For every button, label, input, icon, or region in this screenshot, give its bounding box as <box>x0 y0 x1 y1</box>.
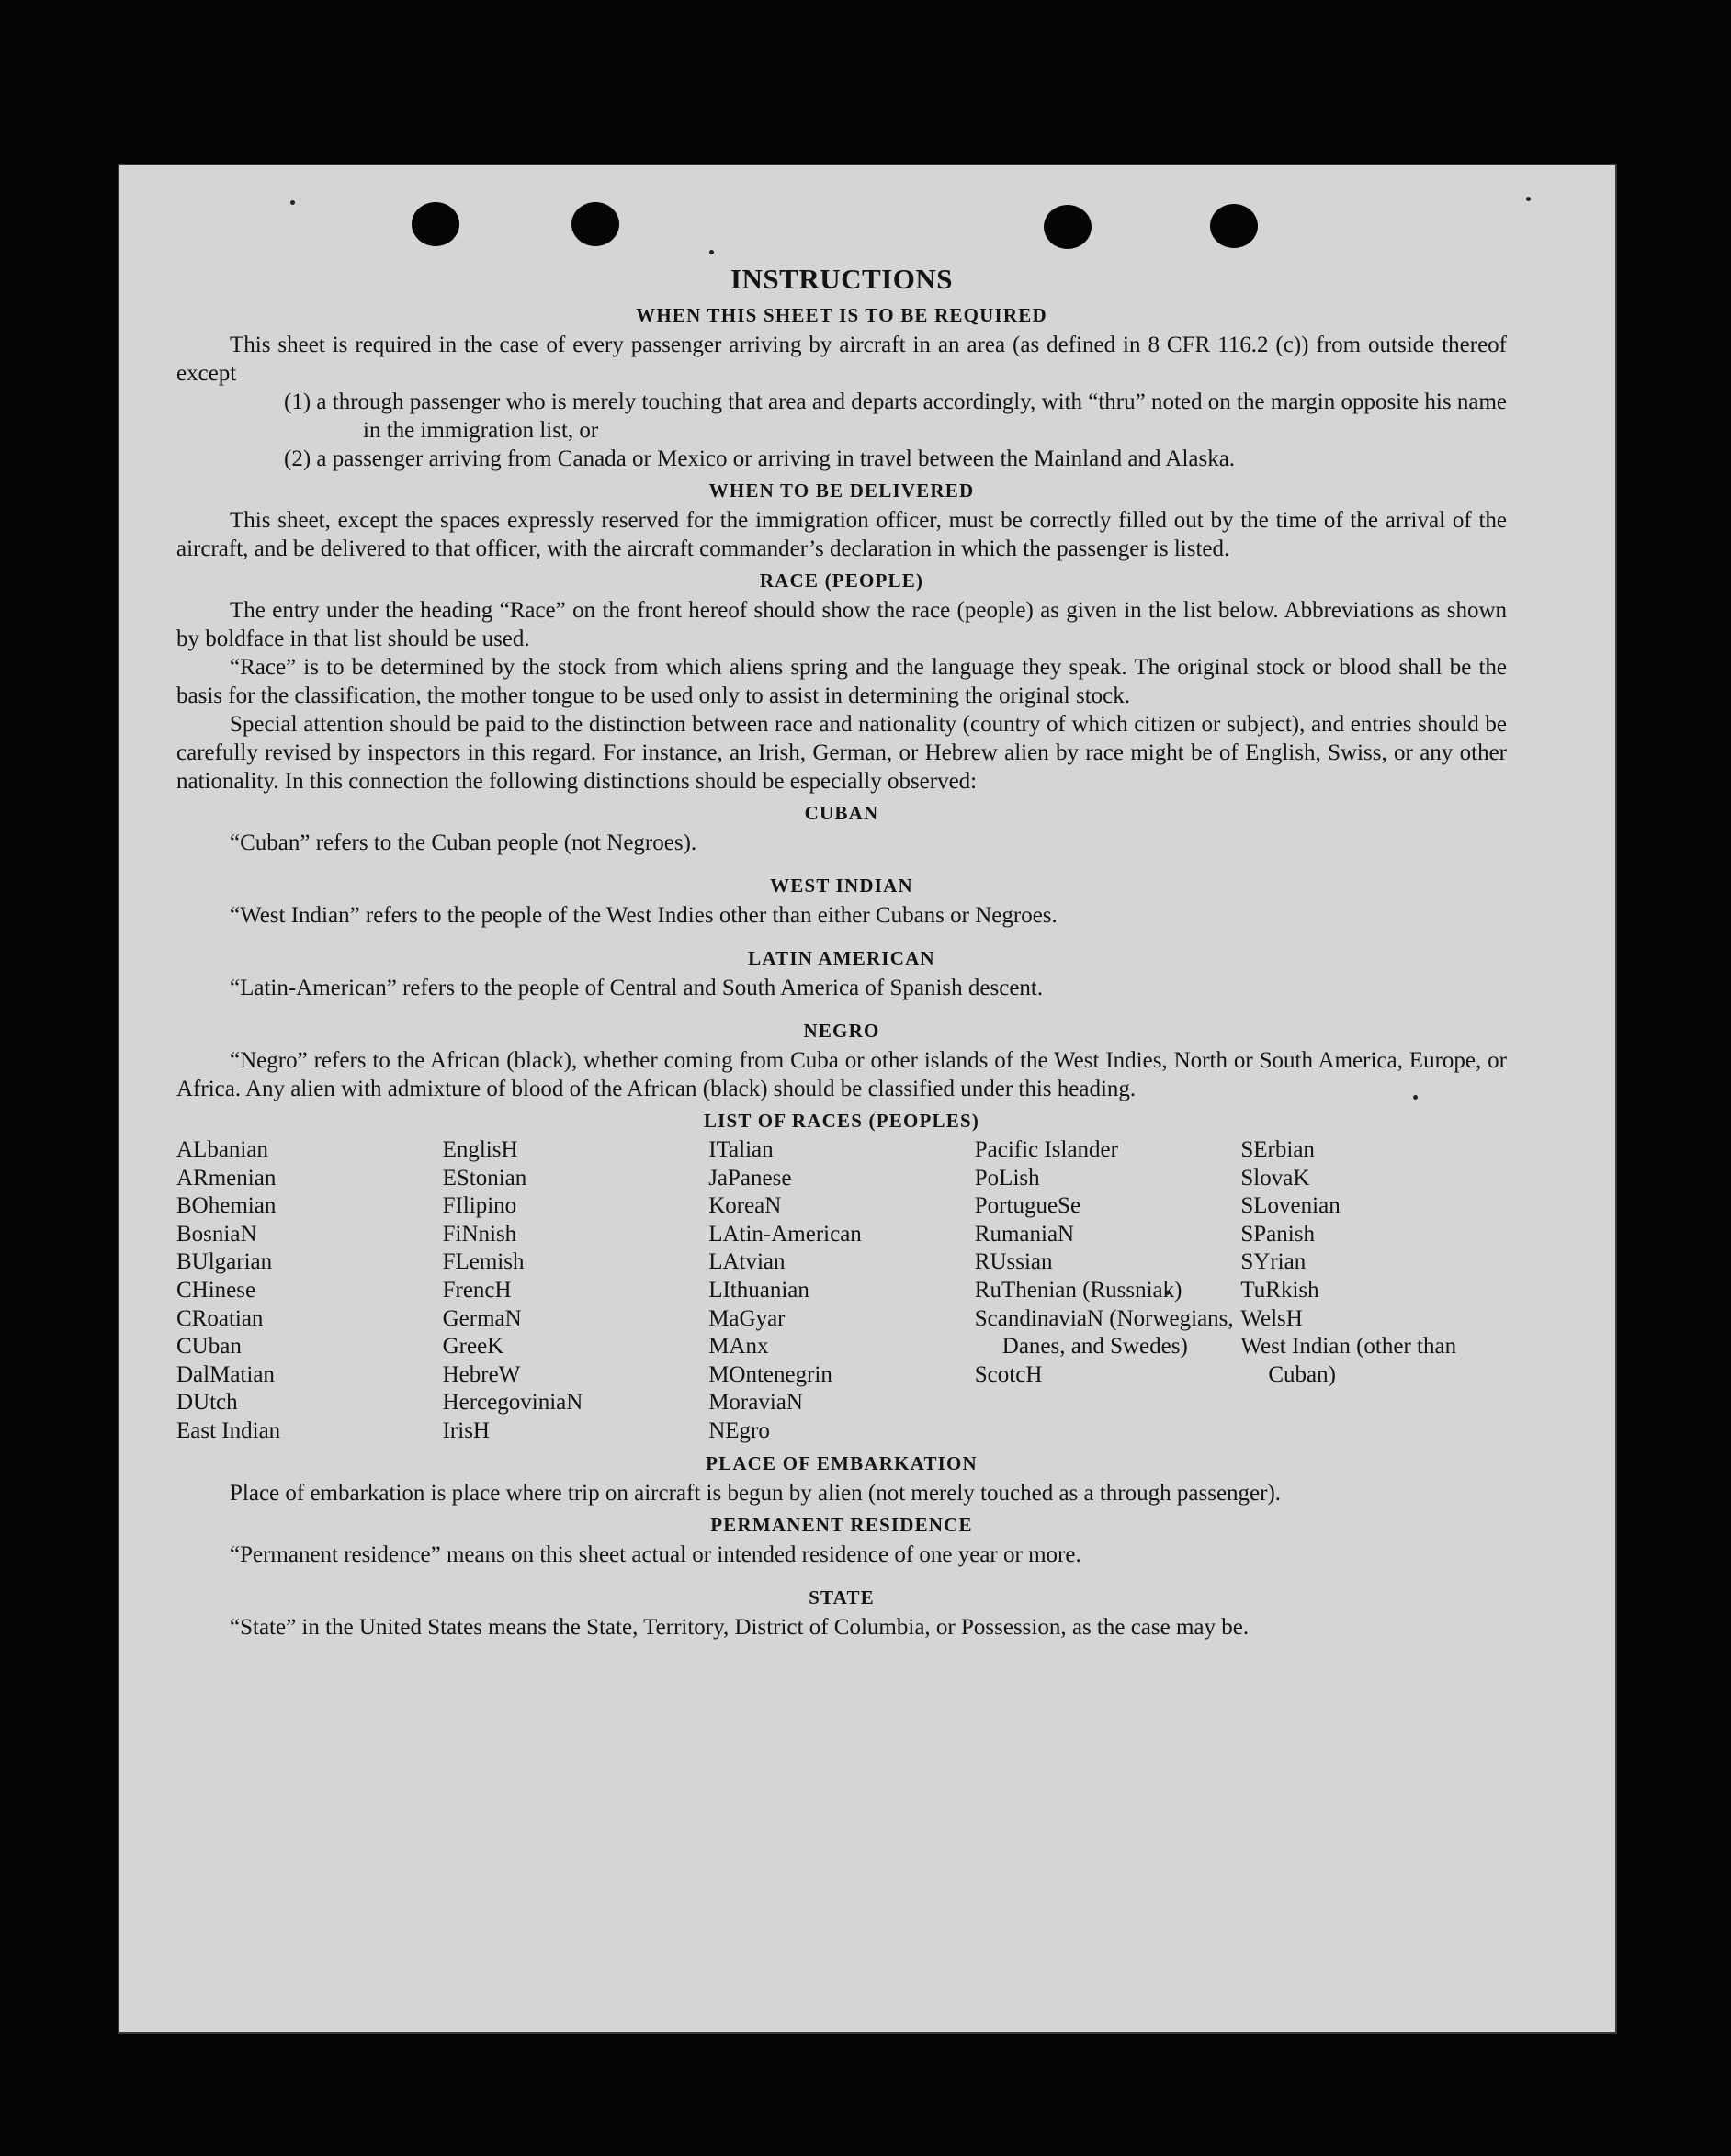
race-entry: LAtin-American <box>708 1221 862 1247</box>
race-entry: NEgro <box>708 1417 770 1443</box>
instructions-body <box>176 261 1507 1642</box>
heading-state: STATE <box>809 1586 875 1609</box>
heading-permanent-residence: PERMANENT RESIDENCE <box>710 1513 973 1536</box>
race-entry: GermaN <box>442 1305 522 1331</box>
residence-text: “Permanent residence” means on this sheet actual or intended residence of one year or more. <box>230 1541 1081 1567</box>
race-entry: MoraviaN <box>708 1390 803 1416</box>
race-entry: DalMatian <box>176 1361 275 1387</box>
race-column-4 <box>975 1136 1241 1446</box>
race-entry: JaPanese <box>708 1165 792 1191</box>
race-entry: West Indian (other than Cuban) <box>1240 1334 1457 1387</box>
race-entry: Pacific Islander <box>974 1137 1118 1162</box>
heading-when-delivered: WHEN TO BE DELIVERED <box>708 480 975 502</box>
race-entry: LIthuanian <box>708 1277 809 1303</box>
race-entry: TuRkish <box>1240 1277 1319 1303</box>
race-paragraph-1: The entry under the heading “Race” on the front hereof should show the race (people) as given in the list below. Abbreviations as shown by boldface in that list should be used. <box>176 598 1507 651</box>
race-entry: BOhemian <box>176 1193 277 1219</box>
race-column-3 <box>708 1136 975 1446</box>
punch-hole <box>1210 204 1258 248</box>
punch-hole <box>412 202 459 246</box>
heading-latin-american: LATIN AMERICAN <box>748 947 935 969</box>
heading-list-of-races: LIST OF RACES (PEOPLES) <box>703 1110 980 1132</box>
heading-negro: NEGRO <box>803 1020 880 1042</box>
race-entry: ITalian <box>708 1137 774 1162</box>
race-paragraph-2: “Race” is to be determined by the stock from which aliens spring and the language they speak. The original stock or blood shall be the basis for the classification, the mother tongue to be used only to assist in determining the original stock. <box>176 655 1507 708</box>
race-column-2 <box>443 1136 709 1446</box>
latin-american-text: “Latin-American” refers to the people of Central and South America of Spanish descent. <box>230 976 1044 1000</box>
race-entry: MAnx <box>708 1334 769 1360</box>
heading-when-required: WHEN THIS SHEET IS TO BE REQUIRED <box>636 304 1047 326</box>
race-column-5 <box>1240 1136 1507 1446</box>
west-indian-text: “West Indian” refers to the people of the West Indies other than either Cubans or Negroes. <box>230 903 1058 928</box>
race-entry: BosniaN <box>176 1221 257 1247</box>
exception-item-1: (1) a through passenger who is merely touching that area and departs accordingly, with “thru” noted on the margin opposite his name in the immigration list, or <box>284 389 1507 443</box>
scan-speck <box>709 250 714 254</box>
required-intro: This sheet is required in the case of every passenger arriving by aircraft in an area (as defined in 8 CFR 116.2 (c)) from outside thereof except <box>176 333 1507 386</box>
race-entry: East Indian <box>176 1417 281 1443</box>
race-entry: PoLish <box>974 1165 1040 1191</box>
race-entry: CHinese <box>176 1277 256 1303</box>
race-entry: CRoatian <box>176 1305 264 1331</box>
race-entry: ScotcH <box>974 1361 1043 1387</box>
heading-race: RACE (PEOPLE) <box>759 570 924 592</box>
race-entry: FIlipino <box>442 1193 517 1219</box>
punch-hole <box>571 202 619 246</box>
race-entry: EStonian <box>442 1165 527 1191</box>
race-entry: KoreaN <box>708 1193 782 1219</box>
race-entry: CUban <box>176 1334 242 1360</box>
race-entry: LAtvian <box>708 1249 786 1275</box>
race-entry: HebreW <box>442 1361 521 1387</box>
race-entry: WelsH <box>1240 1305 1303 1331</box>
race-entry: PortugueSe <box>974 1193 1081 1219</box>
embarkation-text: Place of embarkation is place where trip on aircraft is begun by alien (not merely touched as a through passenger). <box>230 1480 1282 1506</box>
heading-place-of-embarkation: PLACE OF EMBARKATION <box>706 1451 978 1474</box>
race-entry: SPanish <box>1240 1221 1315 1247</box>
scan-speck <box>290 200 295 205</box>
race-entry: SlovaK <box>1240 1165 1310 1191</box>
race-entry: ALbanian <box>176 1137 268 1162</box>
race-entry: BUlgarian <box>176 1249 273 1275</box>
race-entry: ScandinaviaN (Norwegians, Danes, and Swedes) <box>974 1305 1234 1360</box>
scan-speck <box>1526 197 1531 201</box>
race-column-1 <box>176 1136 443 1446</box>
race-entry: SLovenian <box>1240 1193 1341 1219</box>
heading-west-indian: WEST INDIAN <box>770 875 913 897</box>
race-entry: RuThenian (Russniak) <box>974 1277 1182 1303</box>
race-entry: RUssian <box>974 1249 1053 1275</box>
delivered-text: This sheet, except the spaces expressly reserved for the immigration officer, must be correctly filled out by the time of the arrival of the aircraft, and be delivered to that officer, with the aircraft commander’s declaration in which the passenger is listed. <box>176 508 1507 561</box>
cuban-text: “Cuban” refers to the Cuban people (not Negroes). <box>230 830 697 855</box>
race-entry: ARmenian <box>176 1165 277 1191</box>
heading-cuban: CUBAN <box>804 802 879 824</box>
race-entry: IrisH <box>442 1417 490 1443</box>
race-entry: GreeK <box>442 1334 504 1360</box>
race-entry: SYrian <box>1240 1249 1307 1275</box>
race-entry: FiNnish <box>442 1221 517 1247</box>
negro-text: “Negro” refers to the African (black), whether coming from Cuba or other islands of the West Indies, North or South America, Europe, or Africa. Any alien with admixture of blood of the African (black) should be classified under this heading. <box>176 1048 1507 1101</box>
document-sheet <box>119 165 1615 2032</box>
race-entry: MaGyar <box>708 1305 786 1331</box>
race-entry: EnglisH <box>442 1137 518 1162</box>
race-entry: FrencH <box>442 1277 512 1303</box>
exception-item-2: (2) a passenger arriving from Canada or Mexico or arriving in travel between the Mainland and Alaska. <box>284 446 1236 471</box>
race-entry: SErbian <box>1240 1137 1315 1162</box>
race-entry: MOntenegrin <box>708 1361 832 1387</box>
punch-hole <box>1044 205 1092 249</box>
page-title: INSTRUCTIONS <box>730 263 953 295</box>
race-entry: FLemish <box>442 1249 525 1275</box>
race-paragraph-3: Special attention should be paid to the distinction between race and nationality (country of which citizen or subject), and entries should be carefully revised by inspectors in this regard. For instance, an Irish, German, or Hebrew alien by race might be of English, Swiss, or any other nationality. In this connection the following distinctions should be especially observed: <box>176 712 1507 794</box>
state-text: “State” in the United States means the State, Territory, District of Columbia, or Possession, as the case may be. <box>230 1614 1250 1640</box>
race-entry: HercegoviniaN <box>442 1390 583 1416</box>
race-entry: RumaniaN <box>974 1221 1075 1247</box>
race-entry: DUtch <box>176 1390 238 1416</box>
race-list <box>176 1136 1507 1446</box>
